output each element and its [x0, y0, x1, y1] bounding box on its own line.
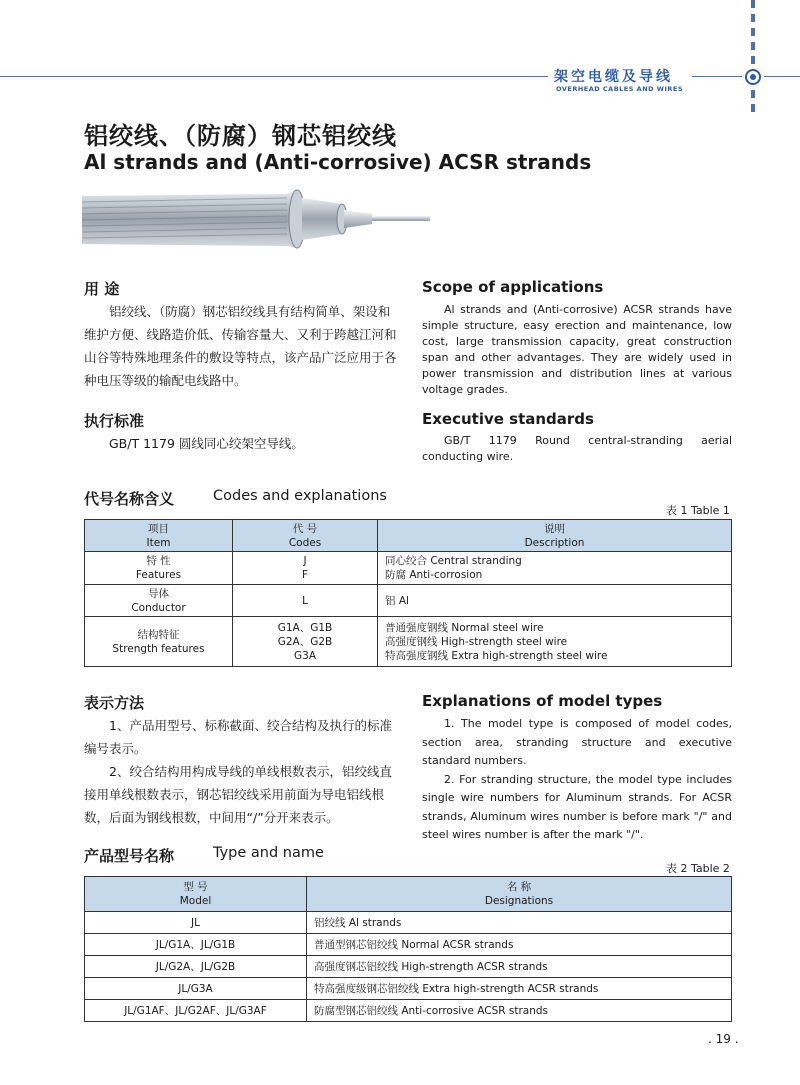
description-line: 高强度钢线 High-strength steel wire: [385, 635, 568, 648]
vertical-deco: [751, 42, 755, 50]
designation-cell: 普通型钢芯铝绞线 Normal ACSR strands: [307, 934, 732, 956]
applications-text-en: [422, 302, 732, 398]
table-row: [85, 585, 732, 617]
code-value: F: [301, 569, 309, 581]
standards-heading-en: Executive standards: [422, 410, 594, 428]
vertical-deco: [751, 56, 755, 64]
designation-cell: 铝绞线 Al strands: [307, 912, 732, 934]
model-cell: JL/G3A: [85, 978, 307, 1000]
item-en: Strength features: [112, 642, 205, 655]
header-item-cn: 项目: [148, 522, 169, 535]
table-header-row: [85, 877, 732, 912]
header-model-en: Model: [179, 895, 212, 907]
table-row: [85, 934, 732, 956]
codes-heading-cn: 代号名称含义: [84, 490, 175, 508]
header-designations-cn: 名 称: [506, 881, 532, 893]
type-name-heading-en: Type and name: [213, 845, 324, 861]
item-en: Conductor: [131, 601, 186, 614]
item-cn: 结构特征: [137, 628, 180, 641]
model-types-paragraph-cn-2: 2、绞合结构用构成导线的单线根数表示，铝绞线直接用单线根数表示，钢芯铝绞线采用前面为导电铝线根数，后面为钢线根数，中间用“/”分开来表示。: [84, 764, 392, 825]
page-title-en: Al strands and (Anti-corrosive) ACSR strands: [84, 150, 592, 174]
description-line: 铝 Al: [385, 594, 409, 607]
page-title-cn: 铝绞线、（防腐）钢芯铝绞线: [84, 122, 397, 150]
cable-image: [82, 186, 432, 258]
description-line: 普通强度钢线 Normal steel wire: [385, 621, 544, 634]
model-cell: JL/G1AF、JL/G2AF、JL/G3AF: [85, 1000, 307, 1022]
model-cell: JL: [85, 912, 307, 934]
codes-cell: [233, 617, 378, 667]
designation-cell: 特高强度级钢芯铝绞线 Extra high-strength ACSR strands: [307, 978, 732, 1000]
description-line: 特高强度钢线 Extra high-strength steel wire: [385, 649, 608, 662]
header-model: [85, 877, 307, 912]
codes-table: [84, 519, 732, 667]
description-cell: [378, 552, 732, 585]
applications-paragraph-cn: 铝绞线、（防腐）钢芯铝绞线具有结构简单、架设和维护方便、线路造价低、传输容量大、又利于跨越江河和山谷等特殊地理条件的敷设等特点，该产品广泛应用于各种电压等级的输配电线路中。: [84, 304, 397, 388]
standards-paragraph-cn: GB/T 1179 圆线同心绞架空导线。: [109, 436, 304, 451]
code-value: G3A: [294, 649, 316, 662]
item-en: Features: [135, 569, 182, 581]
model-types-text-cn: [84, 714, 399, 829]
description-cell: [378, 617, 732, 667]
header-designations: [307, 877, 732, 912]
header-description: [378, 520, 732, 552]
header-item: [85, 520, 233, 552]
page-number: . 19 .: [708, 1032, 739, 1046]
item-cell: [85, 617, 233, 667]
code-value: J: [303, 555, 307, 567]
vertical-deco: [751, 0, 755, 8]
header-description-cn: 说明: [544, 522, 565, 535]
brand-en: OVERHEAD CABLES AND WIRES: [556, 85, 684, 93]
standards-text-cn: [84, 432, 399, 455]
header-rule: [0, 76, 548, 77]
header-model-cn: 型 号: [183, 881, 208, 893]
header-item-en: Item: [146, 536, 171, 549]
applications-heading-cn: 用 途: [84, 280, 120, 298]
table-row: [85, 1000, 732, 1022]
model-cell: JL/G2A、JL/G2B: [85, 956, 307, 978]
standards-heading-cn: 执行标准: [84, 412, 145, 430]
item-cell: [85, 552, 233, 585]
header-description-en: Description: [524, 536, 585, 549]
model-types-heading-cn: 表示方法: [84, 694, 145, 712]
codes-cell: [233, 552, 378, 585]
type-name-table: [84, 876, 732, 1022]
applications-heading-en: Scope of applications: [422, 278, 604, 296]
header-codes: [233, 520, 378, 552]
table-row: [85, 617, 732, 667]
model-types-paragraph-en-2: 2. For stranding structure, the model type includes single wire numbers for Aluminum strands. For ACSR strands, Aluminum wires number is before mark "/" and steel wires number is after the mark "/".: [422, 772, 732, 841]
table-row: [85, 552, 732, 585]
type-name-heading-cn: 产品型号名称: [84, 847, 175, 865]
description-line: 同心绞合 Central stranding: [385, 555, 522, 567]
table-row: [85, 978, 732, 1000]
header-rule-right: [692, 76, 742, 77]
code-value: G1A、G1B: [277, 621, 333, 634]
target-icon: [745, 69, 761, 85]
model-cell: JL/G1A、JL/G1B: [85, 934, 307, 956]
header-rule-end: [764, 76, 800, 77]
model-types-text-en: [422, 715, 732, 845]
description-cell: [378, 585, 732, 617]
applications-paragraph-en: Al strands and (Anti-corrosive) ACSR strands have simple structure, easy erection and maintenance, low cost, large transmission capacity, great construction span and other advantages. They are widely used in power transmission and distribution lines at various voltage grades.: [422, 303, 732, 396]
applications-text-cn: [84, 300, 399, 392]
designation-cell: 高强度钢芯铝绞线 High-strength ACSR strands: [307, 956, 732, 978]
brand-cn: 架空电缆及导线: [554, 69, 673, 85]
item-cn: 特 性: [146, 555, 171, 567]
vertical-deco: [751, 90, 755, 98]
standards-paragraph-en: GB/T 1179 Round central-stranding aerial conducting wire.: [422, 434, 732, 463]
header-codes-en: Codes: [288, 536, 322, 549]
standards-text-en: [422, 433, 732, 465]
model-types-paragraph-cn-1: 1、产品用型号、标称截面、绞合结构及执行的标准编号表示。: [84, 718, 392, 756]
vertical-deco: [751, 104, 755, 112]
codes-heading-en: Codes and explanations: [213, 488, 387, 504]
model-types-heading-en: Explanations of model types: [422, 692, 663, 710]
table-row: [85, 912, 732, 934]
header-designations-en: Designations: [484, 895, 554, 907]
code-value: L: [302, 594, 308, 607]
model-types-paragraph-en-1: 1. The model type is composed of model codes, section area, stranding structure and executive standard numbers.: [422, 717, 732, 767]
table-row: [85, 956, 732, 978]
codes-cell: [233, 585, 378, 617]
table2-label: 表 2 Table 2: [666, 862, 730, 875]
table1-label: 表 1 Table 1: [666, 504, 730, 517]
item-cell: [85, 585, 233, 617]
item-cn: 导体: [148, 587, 169, 600]
code-value: G2A、G2B: [277, 635, 333, 648]
header-codes-cn: 代 号: [292, 522, 318, 535]
table-header-row: [85, 520, 732, 552]
description-line: 防腐 Anti-corrosion: [385, 569, 483, 581]
vertical-deco: [751, 28, 755, 36]
vertical-deco: [751, 14, 755, 22]
designation-cell: 防腐型钢芯铝绞线 Anti-corrosive ACSR strands: [307, 1000, 732, 1022]
